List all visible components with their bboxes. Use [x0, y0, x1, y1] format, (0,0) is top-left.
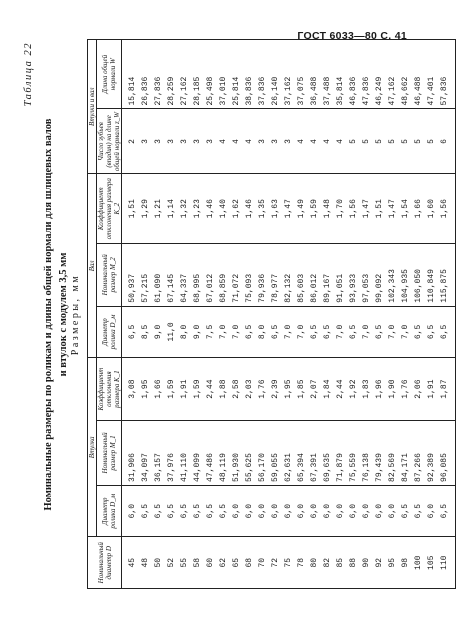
table-cell: 1,51 — [373, 174, 386, 243]
table-units: Размеры, мм — [70, 273, 81, 356]
table-cell: 36,157 — [152, 420, 165, 485]
table-cell: 1,32 — [178, 174, 191, 243]
table-cell: 5 — [425, 109, 438, 174]
table-cell: 1,35 — [256, 174, 269, 243]
table-cell: 5 — [412, 109, 425, 174]
table-cell: 96,085 — [438, 420, 456, 485]
table-cell: 62,631 — [282, 420, 295, 485]
table-row — [191, 40, 204, 589]
table-cell: 6,5 — [152, 485, 165, 537]
table-cell: 1,66 — [152, 358, 165, 421]
table-cell: 48,119 — [217, 420, 230, 485]
table-cell: 6,5 — [438, 485, 456, 537]
table-cell: 1,83 — [360, 358, 373, 421]
table-title-line-2: и втулок с модулем 3,5 мм — [58, 252, 69, 377]
table-cell: 6,5 — [373, 306, 386, 358]
table-cell: 110,849 — [425, 243, 438, 306]
table-cell: 28,185 — [191, 40, 204, 110]
table-cell: 65 — [230, 537, 243, 589]
table-title — [41, 32, 71, 597]
table-cell: 48 — [139, 537, 152, 589]
table-cell: 28,259 — [165, 40, 178, 110]
table-cell: 56,170 — [256, 420, 269, 485]
table-cell: 1,91 — [425, 358, 438, 421]
table-cell: 7,0 — [386, 306, 399, 358]
table-cell: 90 — [360, 537, 373, 589]
table-cell: 104,935 — [399, 243, 412, 306]
table-cell: 79,439 — [373, 420, 386, 485]
table-cell: 68 — [243, 537, 256, 589]
table-cell: 6,5 — [165, 485, 178, 537]
table-cell: 6,5 — [139, 485, 152, 537]
table-cell: 1,47 — [386, 174, 399, 243]
table-cell: 26,836 — [139, 40, 152, 110]
table-row — [256, 40, 269, 589]
col-header-normal-length: Длина общей нормали W — [97, 40, 122, 110]
table-cell: 6,5 — [308, 306, 321, 358]
table-cell: 71,072 — [230, 243, 243, 306]
table-cell: 1,62 — [230, 174, 243, 243]
table-cell: 1,48 — [321, 174, 334, 243]
table-cell: 1,40 — [217, 174, 230, 243]
table-cell: 1,87 — [438, 358, 456, 421]
table-cell: 36,488 — [308, 40, 321, 110]
table-cell: 75,559 — [347, 420, 360, 485]
table-cell: 99,092 — [373, 243, 386, 306]
table-cell: 2,44 — [204, 358, 217, 421]
table-cell: 71,879 — [334, 420, 347, 485]
table-cell: 1,51 — [122, 174, 140, 243]
table-cell: 6,5 — [178, 485, 191, 537]
table-cell: 2,39 — [269, 358, 282, 421]
table-cell: 1,59 — [308, 174, 321, 243]
table-row — [386, 40, 399, 589]
table-row — [269, 40, 282, 589]
table-cell: 27,162 — [178, 40, 191, 110]
table-cell: 1,59 — [165, 358, 178, 421]
table-cell: 7,0 — [217, 306, 230, 358]
table-cell: 1,91 — [178, 358, 191, 421]
table-cell: 7,0 — [399, 306, 412, 358]
table-cell: 89,167 — [321, 243, 334, 306]
table-row — [360, 40, 373, 589]
table-cell: 37,488 — [321, 40, 334, 110]
table-row — [178, 40, 191, 589]
table-cell: 51,930 — [230, 420, 243, 485]
table-row — [373, 40, 386, 589]
table-cell: 1,63 — [269, 174, 282, 243]
table-cell: 1,46 — [204, 174, 217, 243]
table-cell: 82 — [321, 537, 334, 589]
table-cell: 6,0 — [334, 485, 347, 537]
table-cell: 45 — [122, 537, 140, 589]
table-row — [308, 40, 321, 589]
table-cell: 46,836 — [347, 40, 360, 110]
table-cell: 1,54 — [399, 174, 412, 243]
table-cell: 1,95 — [282, 358, 295, 421]
table-cell: 38,836 — [243, 40, 256, 110]
table-cell: 11,0 — [165, 306, 178, 358]
table-cell: 93,933 — [347, 243, 360, 306]
table-cell: 82,569 — [386, 420, 399, 485]
table-cell: 44,099 — [191, 420, 204, 485]
table-cell: 3 — [269, 109, 282, 174]
table-cell: 9,0 — [152, 306, 165, 358]
table-cell: 67,012 — [204, 243, 217, 306]
col-header-coef-k2: Коэффициент отклонения размера K_2 — [97, 174, 122, 243]
table-cell: 2 — [122, 109, 140, 174]
table-cell: 6,0 — [373, 485, 386, 537]
table-cell: 60 — [204, 537, 217, 589]
table-cell: 37,075 — [295, 40, 308, 110]
table-cell: 3 — [152, 109, 165, 174]
table-cell: 1,84 — [321, 358, 334, 421]
table-cell: 6,5 — [191, 485, 204, 537]
table-cell: 100 — [412, 537, 425, 589]
table-cell: 1,70 — [334, 174, 347, 243]
table-cell: 3 — [139, 109, 152, 174]
table-cell: 6,0 — [256, 485, 269, 537]
table-cell: 6,0 — [282, 485, 295, 537]
table-cell: 4 — [243, 109, 256, 174]
table-cell: 1,76 — [399, 358, 412, 421]
table-cell: 6,5 — [204, 485, 217, 537]
table-cell: 5 — [386, 109, 399, 174]
rotated-table-page — [23, 32, 449, 597]
table-cell: 98 — [399, 537, 412, 589]
table-cell: 5 — [347, 109, 360, 174]
table-row — [412, 40, 425, 589]
table-cell: 2,44 — [334, 358, 347, 421]
table-cell: 115,875 — [438, 243, 456, 306]
table-cell: 7,0 — [230, 306, 243, 358]
table-row — [204, 40, 217, 589]
group-header-sleeve-and-shaft: Втулки и вал — [88, 40, 97, 174]
table-cell: 55,625 — [243, 420, 256, 485]
table-cell: 1,76 — [256, 358, 269, 421]
table-cell: 1,95 — [139, 358, 152, 421]
table-row — [295, 40, 308, 589]
table-row — [399, 40, 412, 589]
table-cell: 6,0 — [386, 485, 399, 537]
table-cell: 25,814 — [230, 40, 243, 110]
table-cell: 86,012 — [308, 243, 321, 306]
table-cell: 47,836 — [360, 40, 373, 110]
table-cell: 6 — [438, 109, 456, 174]
table-cell: 4 — [230, 109, 243, 174]
table-cell: 4 — [321, 109, 334, 174]
table-cell: 6,5 — [217, 485, 230, 537]
table-cell: 4 — [295, 109, 308, 174]
page-header: ГОСТ 6033—80 С. 41 — [297, 30, 407, 42]
table-cell: 92 — [373, 537, 386, 589]
table-cell: 6,0 — [122, 485, 140, 537]
table-cell: 37,836 — [256, 40, 269, 110]
table-cell: 5 — [373, 109, 386, 174]
table-cell: 82,132 — [282, 243, 295, 306]
table-cell: 7,5 — [204, 306, 217, 358]
table-cell: 5 — [399, 109, 412, 174]
table-cell: 6,5 — [425, 306, 438, 358]
table-caption: Таблица 22 — [23, 42, 34, 107]
table-cell: 47,162 — [386, 40, 399, 110]
table-cell: 37,162 — [282, 40, 295, 110]
table-cell: 48,662 — [399, 40, 412, 110]
table-cell: 68,859 — [217, 243, 230, 306]
table-cell: 91,051 — [334, 243, 347, 306]
table-cell: 68,995 — [191, 243, 204, 306]
table-cell: 6,5 — [412, 485, 425, 537]
table-row — [282, 40, 295, 589]
table-cell: 6,5 — [243, 306, 256, 358]
table-cell: 65,394 — [295, 420, 308, 485]
table-cell: 4 — [334, 109, 347, 174]
table-cell: 52 — [165, 537, 178, 589]
table-cell: 1,92 — [347, 358, 360, 421]
table-cell: 105 — [425, 537, 438, 589]
table-cell: 75 — [282, 537, 295, 589]
table-cell: 106,050 — [412, 243, 425, 306]
table-cell: 6,0 — [243, 485, 256, 537]
table-cell: 6,0 — [295, 485, 308, 537]
table-body — [122, 40, 456, 589]
table-cell: 6,5 — [321, 306, 334, 358]
table-cell: 6,0 — [347, 485, 360, 537]
table-cell: 1,56 — [347, 174, 360, 243]
table-row — [347, 40, 360, 589]
table-cell: 59,055 — [269, 420, 282, 485]
table-cell: 55 — [178, 537, 191, 589]
table-cell: 75,093 — [243, 243, 256, 306]
table-cell: 47,401 — [425, 40, 438, 110]
table-cell: 92,389 — [425, 420, 438, 485]
table-cell: 34,097 — [139, 420, 152, 485]
table-cell: 31,906 — [122, 420, 140, 485]
table-cell: 6,0 — [230, 485, 243, 537]
table-cell: 3 — [191, 109, 204, 174]
table-cell: 78,977 — [269, 243, 282, 306]
table-cell: 3 — [178, 109, 191, 174]
col-header-size-m2: Номинальный размер M_2 — [97, 243, 122, 306]
table-cell: 2,03 — [243, 358, 256, 421]
table-cell: 25,498 — [204, 40, 217, 110]
dimensions-table — [87, 39, 456, 589]
table-cell: 69,635 — [321, 420, 334, 485]
table-cell: 80 — [308, 537, 321, 589]
col-header-roller-diameter-shaft: Диаметр ролика D_м — [97, 306, 122, 358]
table-cell: 1,21 — [152, 174, 165, 243]
table-cell: 2,06 — [412, 358, 425, 421]
table-cell: 7,0 — [334, 306, 347, 358]
table-cell: 26,140 — [269, 40, 282, 110]
group-header-shaft: Вал — [88, 174, 97, 358]
table-cell: 7,0 — [282, 306, 295, 358]
table-row — [122, 40, 140, 589]
col-header-roller-diameter-sleeve: Диаметр ролика D_м — [97, 485, 122, 537]
table-cell: 8,0 — [256, 306, 269, 358]
table-cell: 85 — [334, 537, 347, 589]
table-row — [217, 40, 230, 589]
table-cell: 37,976 — [165, 420, 178, 485]
table-cell: 1,90 — [386, 358, 399, 421]
table-cell: 1,96 — [373, 358, 386, 421]
table-cell: 15,814 — [122, 40, 140, 110]
table-cell: 1,66 — [412, 174, 425, 243]
table-cell: 1,60 — [425, 174, 438, 243]
table-cell: 62 — [217, 537, 230, 589]
table-cell: 6,0 — [269, 485, 282, 537]
col-header-size-m1: Номинальный размер M_1 — [97, 420, 122, 485]
col-header-teeth-count: Число зубьев (впадин) на длине общей нормали z_W — [97, 109, 122, 174]
table-cell: 61,090 — [152, 243, 165, 306]
table-cell: 3,08 — [122, 358, 140, 421]
col-header-nominal-diameter: Номинальный диаметр D — [88, 537, 122, 589]
col-header-coef-k1: Коэффициент отклонения размера K_1 — [97, 358, 122, 421]
table-cell: 1,14 — [165, 174, 178, 243]
table-cell: 3 — [282, 109, 295, 174]
table-row — [165, 40, 178, 589]
table-cell: 67,145 — [165, 243, 178, 306]
table-cell: 27,836 — [152, 40, 165, 110]
table-cell: 6,0 — [425, 485, 438, 537]
table-cell: 35,814 — [334, 40, 347, 110]
table-cell: 102,343 — [386, 243, 399, 306]
table-row — [152, 40, 165, 589]
table-cell: 110 — [438, 537, 456, 589]
table-cell: 1,88 — [217, 358, 230, 421]
table-cell: 79,936 — [256, 243, 269, 306]
table-cell: 6,0 — [308, 485, 321, 537]
table-cell: 58 — [191, 537, 204, 589]
table-cell: 50 — [152, 537, 165, 589]
table-row — [321, 40, 334, 589]
table-cell: 1,46 — [243, 174, 256, 243]
table-cell: 46,249 — [373, 40, 386, 110]
table-cell: 95 — [386, 537, 399, 589]
table-cell: 88 — [347, 537, 360, 589]
table-row — [230, 40, 243, 589]
table-cell: 6,5 — [347, 306, 360, 358]
table-cell: 6,5 — [399, 485, 412, 537]
table-cell: 1,49 — [295, 174, 308, 243]
table-cell: 9,0 — [191, 306, 204, 358]
table-cell: 85,603 — [295, 243, 308, 306]
table-row — [334, 40, 347, 589]
table-cell: 1,59 — [191, 358, 204, 421]
table-cell: 8,0 — [178, 306, 191, 358]
table-cell: 67,391 — [308, 420, 321, 485]
table-cell: 97,053 — [360, 243, 373, 306]
table-cell: 1,47 — [282, 174, 295, 243]
table-cell: 50,937 — [122, 243, 140, 306]
table-cell: 84,171 — [399, 420, 412, 485]
table-cell: 64,337 — [178, 243, 191, 306]
table-cell: 7,0 — [295, 306, 308, 358]
table-cell: 4 — [308, 109, 321, 174]
table-cell: 47,486 — [204, 420, 217, 485]
table-title-line-1: Номинальные размеры по роликам и длины общей нормали для шлицевых валов — [43, 118, 54, 511]
table-cell: 5 — [360, 109, 373, 174]
table-cell: 78 — [295, 537, 308, 589]
table-cell: 2,07 — [308, 358, 321, 421]
table-cell: 3 — [204, 109, 217, 174]
table-cell: 72 — [269, 537, 282, 589]
table-cell: 1,29 — [139, 174, 152, 243]
table-row — [425, 40, 438, 589]
group-header-sleeve: Втулка — [88, 358, 97, 537]
table-cell: 2,58 — [230, 358, 243, 421]
table-cell: 1,56 — [438, 174, 456, 243]
table-cell: 70 — [256, 537, 269, 589]
table-cell: 6,5 — [269, 306, 282, 358]
table-cell: 7,0 — [360, 306, 373, 358]
table-row — [243, 40, 256, 589]
table-cell: 76,138 — [360, 420, 373, 485]
table-cell: 3 — [256, 109, 269, 174]
table-cell: 4 — [217, 109, 230, 174]
table-cell: 6,0 — [321, 485, 334, 537]
table-cell: 6,5 — [412, 306, 425, 358]
table-cell: 3 — [165, 109, 178, 174]
table-cell: 37,010 — [217, 40, 230, 110]
table-cell: 41,110 — [178, 420, 191, 485]
table-cell: 6,5 — [122, 306, 140, 358]
table-cell: 87,266 — [412, 420, 425, 485]
table-cell: 6,0 — [360, 485, 373, 537]
table-cell: 57,215 — [139, 243, 152, 306]
table-cell: 1,23 — [191, 174, 204, 243]
table-row — [139, 40, 152, 589]
table-cell: 6,5 — [438, 306, 456, 358]
table-row — [438, 40, 456, 589]
table-cell: 1,85 — [295, 358, 308, 421]
table-cell: 8,5 — [139, 306, 152, 358]
table-cell: 46,488 — [412, 40, 425, 110]
table-cell: 1,47 — [360, 174, 373, 243]
table-cell: 57,836 — [438, 40, 456, 110]
